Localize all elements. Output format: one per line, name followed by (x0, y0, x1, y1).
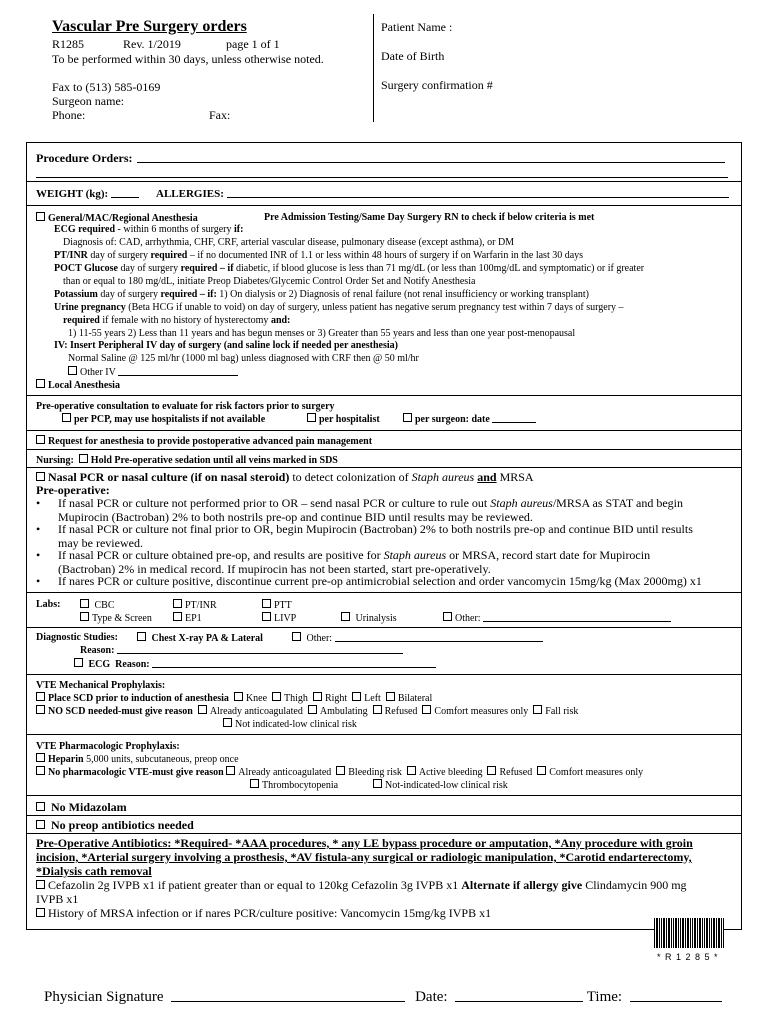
checkbox[interactable] (407, 766, 416, 775)
weight-row (36, 188, 139, 201)
lab-ep1[interactable]: EP1 (173, 612, 202, 625)
phone-label: Phone: (52, 108, 86, 122)
antibiotics-line-3: *Dialysis cath removal (36, 864, 152, 878)
divider (27, 627, 741, 628)
time-field[interactable] (630, 1001, 722, 1002)
checkbox[interactable] (403, 413, 412, 422)
cefazolin-cont: IVPB x1 (36, 892, 79, 906)
no-pharm-option[interactable]: No pharmacologic VTE-must give reason (36, 767, 224, 778)
nasal-bullet-4: • If nares PCR or culture positive, discontinue current pre-op antimicrobial selection and order vancomycin 15mg/kg (Max 2000mg) x1 (36, 574, 702, 588)
checkbox[interactable] (173, 612, 182, 621)
pharm-refused-option[interactable]: Refused (487, 767, 532, 778)
consult-hospitalist-option[interactable]: per hospitalist (307, 413, 380, 426)
bleeding-risk-option[interactable]: Bleeding risk (336, 767, 402, 778)
labs-label: Labs: (36, 599, 61, 610)
local-anesthesia-option[interactable]: Local Anesthesia (36, 379, 120, 392)
lab-cbc[interactable]: CBC (80, 599, 115, 612)
ecg-reason-field[interactable] (152, 667, 436, 668)
potassium-criteria: Potassium day of surgery required – if: 1) On dialysis or 2) Diagnosis of renal failure (not renal insufficiency or working transplant) (54, 289, 589, 300)
urine-ages: 1) 11-55 years 2) Less than 11 years and has begun menses or 3) Greater than 55 years and less than one year post-menopausal (68, 328, 576, 339)
checkbox[interactable] (36, 820, 45, 829)
checkbox[interactable] (352, 692, 361, 701)
surgeon-name-label: Surgeon name: (52, 94, 125, 108)
checkbox[interactable] (386, 692, 395, 701)
checkbox[interactable] (80, 612, 89, 621)
checkbox[interactable] (36, 802, 45, 811)
nursing-row: Nursing: Hold Pre-operative sedation until all veins marked in SDS (36, 455, 338, 466)
vte-pharm-row (36, 766, 643, 779)
nasal-bullet-2: • If nasal PCR or culture not final prior to OR, begin Mupirocin (Bactroban) 2% to both nostrils pre-op and continue BID until results may be reviewed. (36, 522, 693, 550)
checkbox[interactable] (308, 705, 317, 714)
hold-sedation-option[interactable]: Hold Pre-operative sedation until all veins marked in SDS (79, 455, 338, 466)
divider (27, 795, 741, 796)
right-option[interactable]: Right (313, 693, 347, 704)
lab-other[interactable]: Other: (443, 612, 671, 625)
checkbox[interactable] (36, 880, 45, 889)
pain-management-option[interactable]: Request for anesthesia to provide postoperative advanced pain management (36, 435, 372, 448)
thrombocytopenia-option[interactable]: Thrombocytopenia (250, 779, 338, 792)
checkbox[interactable] (313, 692, 322, 701)
dob-label[interactable]: Date of Birth (381, 49, 445, 63)
checkbox[interactable] (74, 658, 83, 667)
diagnostic-other-field[interactable] (335, 641, 543, 642)
weight-label: WEIGHT (kg): (36, 188, 109, 200)
allergies-row (156, 188, 729, 201)
checkbox[interactable] (292, 632, 301, 641)
checkbox[interactable] (537, 766, 546, 775)
pharm-anticoag-option[interactable]: Already anticoagulated (226, 767, 331, 778)
no-preop-abx-option[interactable]: No preop antibiotics needed (36, 818, 194, 832)
checkbox[interactable] (422, 705, 431, 714)
checkbox[interactable] (36, 212, 45, 221)
physician-signature-field[interactable] (171, 1001, 405, 1002)
checkbox[interactable] (36, 379, 45, 388)
other-iv-option[interactable]: Other IV (68, 366, 238, 379)
vte-pharm-heading: VTE Pharmacologic Prophylaxis: (36, 741, 180, 752)
pharm-comfort-option[interactable]: Comfort measures only (537, 767, 643, 778)
checkbox[interactable] (36, 753, 45, 762)
checkbox[interactable] (373, 705, 382, 714)
fax-label: Fax: (209, 108, 231, 122)
lab-livp[interactable]: LIVP (262, 612, 296, 625)
checkbox[interactable] (223, 718, 232, 727)
validity-note: To be performed within 30 days, unless otherwise noted. (52, 52, 324, 66)
fall-risk-option[interactable]: Fall risk (533, 706, 578, 717)
patient-name-label[interactable]: Patient Name : (381, 20, 453, 34)
form-id: R1285 (52, 37, 85, 51)
cefazolin-option[interactable]: Cefazolin 2g IVPB x1 if patient greater than or equal to 120kg Cefazolin 3g IVPB x1 Alternate if allergy give Clindamycin 900 mg (36, 878, 687, 892)
ptinr-criteria: PT/INR day of surgery required – if no documented INR of 1.1 or less within 48 hours of surgery if on Warfarin in the last 30 days (54, 250, 584, 261)
checkbox[interactable] (250, 779, 259, 788)
reason-field[interactable] (117, 653, 403, 654)
lab-ptt[interactable]: PTT (262, 599, 292, 612)
lab-type-screen[interactable]: Type & Screen (80, 612, 152, 625)
reason-row: Reason: (80, 645, 403, 657)
no-scd-option[interactable]: NO SCD needed-must give reason (36, 706, 193, 717)
left-option[interactable]: Left (352, 693, 381, 704)
divider (27, 205, 741, 206)
divider (27, 833, 741, 834)
lab-ptinr[interactable]: PT/INR (173, 599, 217, 612)
checkbox[interactable] (272, 692, 281, 701)
date-label: Date: (415, 989, 448, 1005)
divider (27, 449, 741, 450)
mrsa-vancomycin-option[interactable]: History of MRSA infection or if nares PCR/culture positive: Vancomycin 15mg/kg IVPB x1 (36, 906, 491, 920)
checkbox[interactable] (36, 435, 45, 444)
active-bleeding-option[interactable]: Active bleeding (407, 767, 483, 778)
divider (27, 674, 741, 675)
lab-other-field[interactable] (483, 621, 671, 622)
time-label: Time: (586, 989, 623, 1005)
checkbox[interactable] (262, 599, 271, 608)
physician-signature-label: Physician Signature (44, 989, 164, 1005)
divider (27, 181, 741, 182)
page-number: page 1 of 1 (226, 37, 280, 51)
general-anesthesia-option[interactable]: General/MAC/Regional Anesthesia (36, 212, 198, 225)
ecg-option[interactable]: ECG Reason: (74, 658, 436, 671)
nasal-bullet-1: • If nasal PCR or culture not performed prior to OR – send nasal PCR or culture to rule out Staph aureus/MRSA as STAT and begin Mupirocin (Bactroban) 2% to both nostrils pre-op and continue BID until results may be reviewed. (36, 496, 683, 524)
procedure-orders-field-2[interactable] (36, 177, 728, 178)
chest-xray-option[interactable]: Chest X-ray PA & Lateral (137, 632, 263, 645)
header-divider (373, 14, 374, 122)
iv-saline: Normal Saline @ 125 ml/hr (1000 ml bag) unless diagnosed with CRF then @ 50 ml/hr (68, 353, 419, 364)
pat-heading: Pre Admission Testing/Same Day Surgery RN to check if below criteria is met (264, 212, 595, 223)
iv-heading: IV: Insert Peripheral IV day of surgery (and saline lock if needed per anesthesia) (54, 340, 398, 351)
checkbox[interactable] (307, 413, 316, 422)
checkbox[interactable] (36, 472, 45, 481)
divider (27, 430, 741, 431)
urine-criteria: Urine pregnancy (Beta HCG if unable to void) on day of surgery, unless patient has negative serum pregnancy test within 7 days of surgery – (54, 302, 624, 313)
procedure-orders-label: Procedure Orders: (36, 151, 133, 165)
checkbox[interactable] (336, 766, 345, 775)
other-iv-field[interactable] (118, 375, 238, 376)
checkbox[interactable] (68, 366, 77, 375)
pharm-not-indicated-option[interactable]: Not-indicated-low clinical risk (373, 779, 508, 792)
vte-mech-row-1 (36, 692, 432, 705)
barcode-bars (654, 918, 724, 948)
divider (27, 395, 741, 396)
ecg-diagnosis: Diagnosis of: CAD, arrhythmia, CHF, CRF, arterial vascular disease, pulmonary disease (except asthma), or DM (63, 237, 515, 248)
urine-criteria-cont: required if female with no history of hysterectomy and: (63, 315, 291, 326)
checkbox[interactable] (137, 632, 146, 641)
consult-pcp-option[interactable]: per PCP, may use hospitalists if not available (62, 413, 265, 426)
knee-option[interactable]: Knee (234, 693, 267, 704)
checkbox[interactable] (487, 766, 496, 775)
barcode-text: * R 1 2 8 5 * (657, 952, 719, 962)
fax-to: Fax to (513) 585-0169 (52, 80, 161, 94)
scd-option[interactable]: Place SCD prior to induction of anesthesia (36, 693, 229, 704)
mech-anticoag-option[interactable]: Already anticoagulated (198, 706, 303, 717)
allergies-label: ALLERGIES: (156, 188, 224, 200)
checkbox[interactable] (80, 599, 89, 608)
nasal-bullet-3: • If nasal PCR or culture obtained pre-op, and results are positive for Staph aureus or MRSA, record start date for Mupirocin (Bactroban) 2% in medical record. If mupirocin has not been started, start pre-operatively. (36, 548, 651, 576)
divider (27, 592, 741, 593)
checkbox[interactable] (262, 612, 271, 621)
checkbox[interactable] (198, 705, 207, 714)
poct-criteria-cont: than or equal to 180 mg/dL, initiate Preop Diabetes/Glycemic Control Order Set and Notify Anesthesia (63, 276, 476, 287)
divider (27, 734, 741, 735)
checkbox[interactable] (36, 692, 45, 701)
allergies-field[interactable] (227, 197, 729, 198)
bilateral-option[interactable]: Bilateral (386, 693, 432, 704)
checkbox[interactable] (443, 612, 452, 621)
checkbox[interactable] (36, 908, 45, 917)
no-midazolam-option[interactable]: No Midazolam (36, 800, 127, 814)
thigh-option[interactable]: Thigh (272, 693, 308, 704)
diagnostic-label: Diagnostic Studies: (36, 632, 118, 643)
vte-mech-heading: VTE Mechanical Prophylaxis: (36, 680, 166, 691)
procedure-orders-field[interactable] (137, 162, 725, 163)
barcode (654, 918, 724, 948)
mech-comfort-option[interactable]: Comfort measures only (422, 706, 528, 717)
surgeon-date-field[interactable] (492, 422, 536, 423)
checkbox[interactable] (234, 692, 243, 701)
poct-criteria: POCT Glucose day of surgery required – if diabetic, if blood glucose is less than 71 mg/dL (or less than 100mg/dL and symptomatic) or if greater (54, 263, 645, 274)
checkbox[interactable] (226, 766, 235, 775)
footer (44, 988, 722, 1006)
heparin-option[interactable]: Heparin 5,000 units, subcutaneous, preop once (36, 753, 239, 766)
lab-urinalysis[interactable]: Urinalysis (341, 612, 397, 625)
checkbox[interactable] (341, 612, 350, 621)
form-title: Vascular Pre Surgery orders (52, 18, 247, 35)
checkbox[interactable] (36, 705, 45, 714)
date-field[interactable] (455, 1001, 583, 1002)
ambulating-option[interactable]: Ambulating (308, 706, 368, 717)
checkbox[interactable] (36, 766, 45, 775)
vte-mech-row-2 (36, 705, 578, 718)
surgery-confirmation-label[interactable]: Surgery confirmation # (381, 78, 493, 92)
preop-label: Pre-operative: (36, 483, 110, 497)
checkbox[interactable] (79, 454, 88, 463)
nasal-pcr-option[interactable]: Nasal PCR or nasal culture (if on nasal steroid) to detect colonization of Staph aureus and MRSA (36, 470, 534, 484)
mech-refused-option[interactable]: Refused (373, 706, 418, 717)
weight-field[interactable] (111, 197, 139, 198)
form-revision: Rev. 1/2019 (123, 37, 181, 51)
antibiotics-line-1: Pre-Operative Antibiotics: *Required- *AAA procedures, * any LE bypass procedure or amputation, *Any procedure with groin (36, 836, 693, 850)
antibiotics-line-2: incision, *Arterial surgery involving a prosthesis, *AV fistula-any surgical or radiologic manipulation, *Carotid endarterectomy, (36, 850, 692, 864)
consult-surgeon-option[interactable]: per surgeon: date (403, 413, 536, 426)
checkbox[interactable] (533, 705, 542, 714)
divider (27, 467, 741, 468)
diagnostic-other-option[interactable]: Other: (292, 632, 543, 645)
mech-not-indicated-option[interactable]: Not indicated-low clinical risk (223, 718, 357, 731)
checkbox[interactable] (373, 779, 382, 788)
consult-heading: Pre-operative consultation to evaluate for risk factors prior to surgery (36, 401, 335, 412)
ecg-criteria: ECG required - within 6 months of surgery if: (54, 224, 244, 235)
checkbox[interactable] (62, 413, 71, 422)
checkbox[interactable] (173, 599, 182, 608)
divider (27, 815, 741, 816)
